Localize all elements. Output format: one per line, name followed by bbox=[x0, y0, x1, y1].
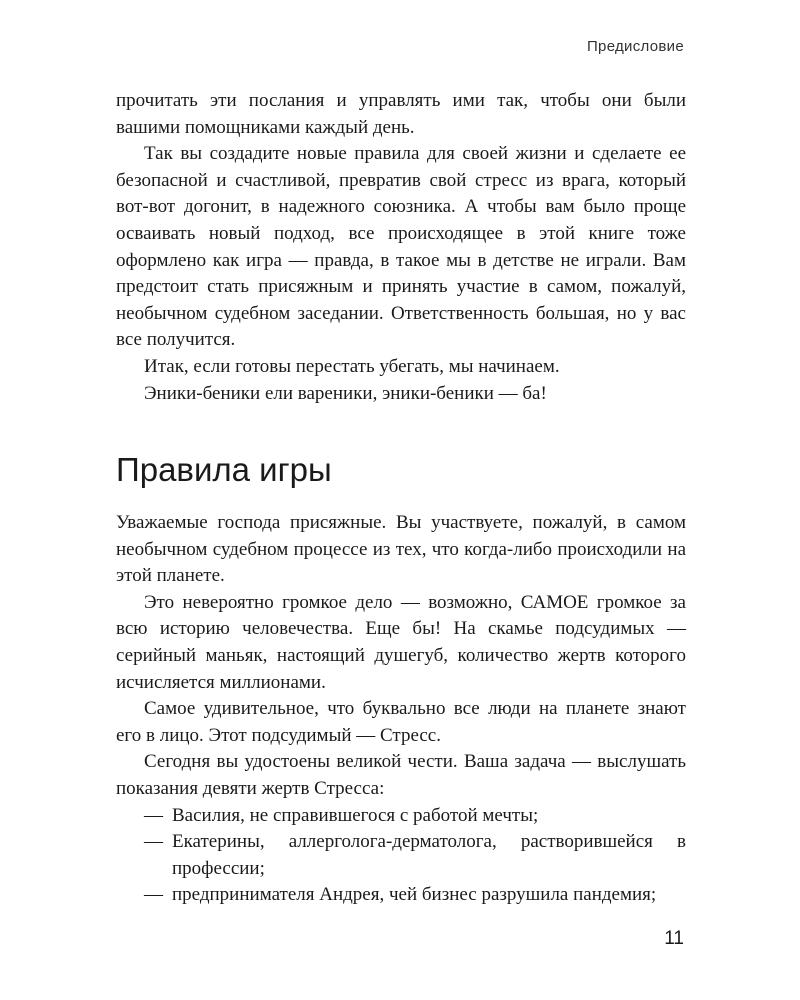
list-item bbox=[116, 829, 686, 882]
paragraph: Сегодня вы удостоены великой чести. Ваша задача — выслушать показания девяти жертв Стресса: bbox=[116, 751, 686, 799]
rules-text bbox=[116, 510, 686, 909]
paragraph: Итак, если готовы перестать убегать, мы начинаем. bbox=[144, 355, 560, 377]
intro-text bbox=[116, 88, 686, 407]
list-item-text: Екатерины, аллерголога-дерматолога, растворившейся в профессии; bbox=[172, 831, 686, 879]
section-heading: Правила игры bbox=[116, 451, 332, 488]
paragraph: Это невероятно громкое дело — возможно, САМОЕ громкое за всю историю человечества. Еще бы! На скамье подсудимых — серийный маньяк, настоящий душегуб, количество жертв которого исчисляется миллионами. bbox=[116, 591, 686, 693]
paragraph: Самое удивительное, что буквально все люди на планете знают его в лицо. Этот подсудимый — Стресс. bbox=[116, 698, 686, 746]
running-head: Предисловие bbox=[586, 38, 684, 55]
list-dash: — bbox=[144, 804, 163, 826]
paragraph: Уважаемые господа присяжные. Вы участвуете, пожалуй, в самом необычном судебном процессе из тех, что когда-либо происходили на этой планете. bbox=[116, 512, 686, 587]
list-item-text: Василия, не справившегося с работой мечты; bbox=[172, 804, 539, 826]
paragraph: Эники-беники ели вареники, эники-беники — ба! bbox=[144, 382, 547, 404]
paragraph: прочитать эти послания и управлять ими так, чтобы они были вашими помощниками каждый день. bbox=[116, 90, 686, 138]
list-item bbox=[116, 803, 686, 830]
page-number: 11 bbox=[664, 928, 684, 949]
list-item bbox=[116, 882, 686, 909]
list-dash: — bbox=[144, 884, 163, 906]
list-dash: — bbox=[144, 831, 163, 853]
list-item-text: предпринимателя Андрея, чей бизнес разрушила пандемия; bbox=[172, 884, 657, 906]
paragraph: Так вы создадите новые правила для своей жизни и сделаете ее безопасной и счастливой, превратив свой стресс из врага, который вот-вот догонит, в надежного союзника. А чтобы вам было проще осваивать новый подход, все происходящее в этой книге тоже оформлено как игра — правда, в такое мы в детстве не играли. Вам предстоит стать присяжным и принять участие в самом, пожалуй, необычном судебном заседании. Ответственность большая, но у вас все получится. bbox=[116, 143, 686, 351]
